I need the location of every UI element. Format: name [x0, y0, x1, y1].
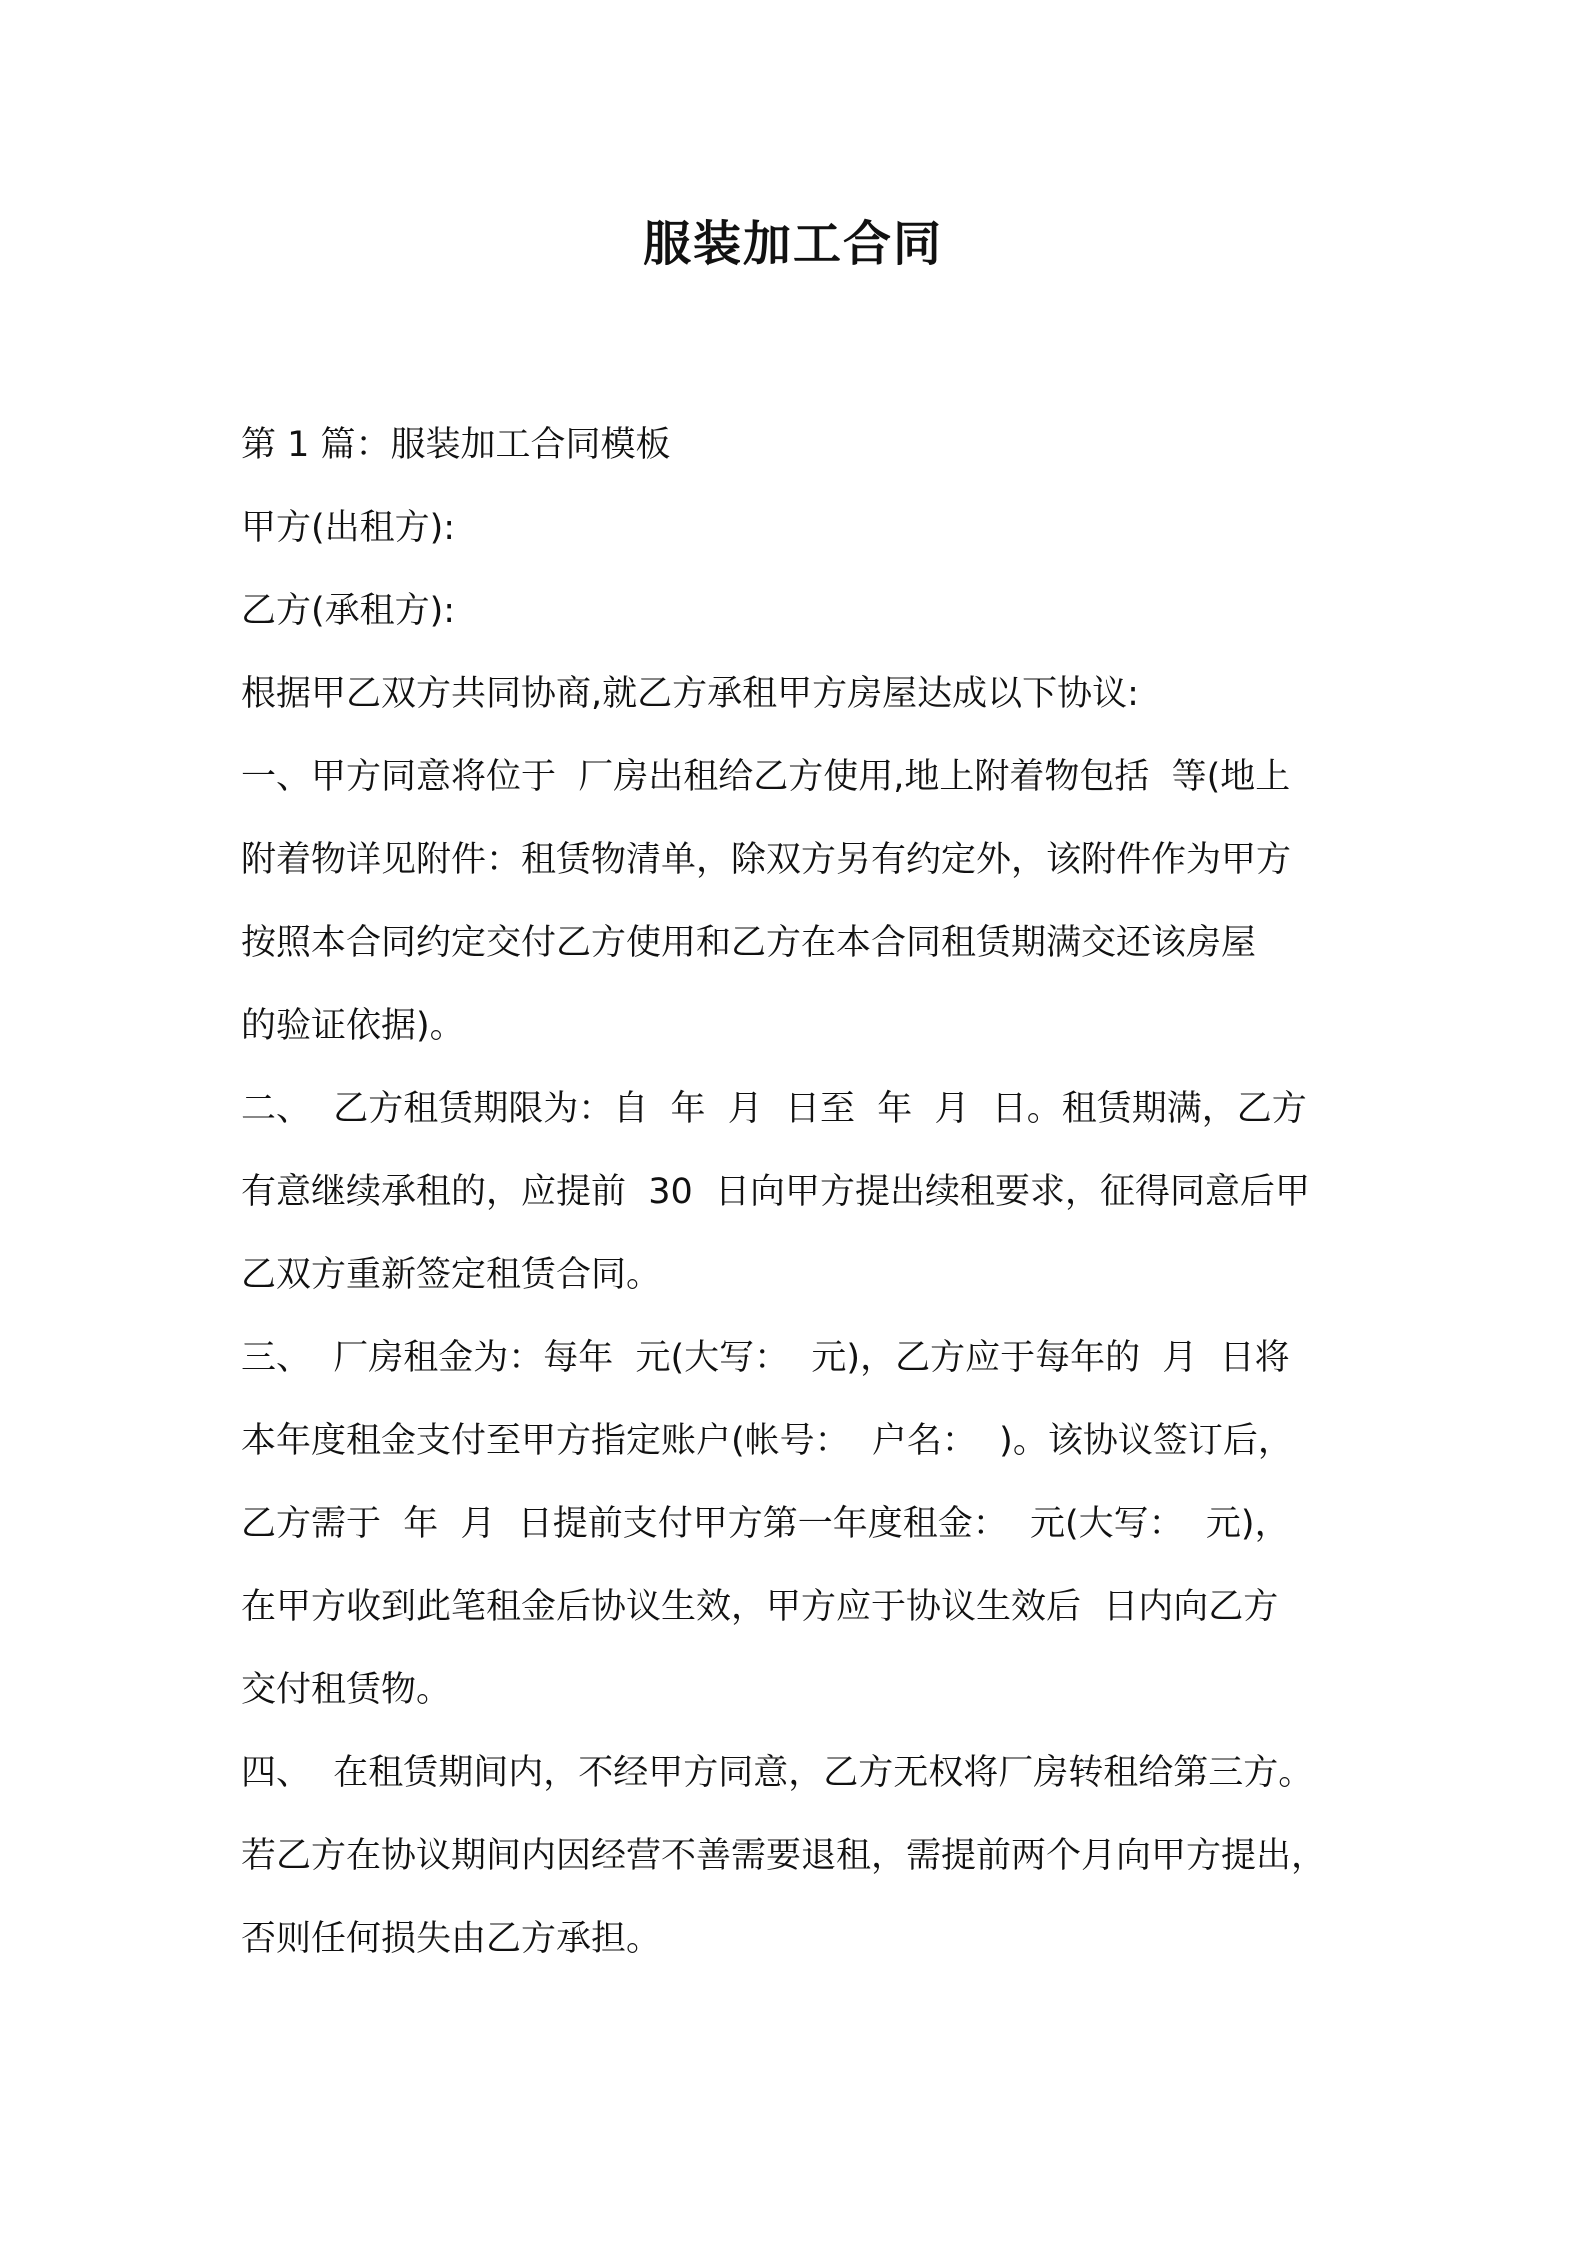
- clause-4-line: 四、 在租赁期间内，不经甲方同意，乙方无权将厂房转租给第三方。: [241, 1753, 1314, 1793]
- clause-2-line: 乙双方重新签定租赁合同。: [241, 1255, 662, 1295]
- clause-3-line: 交付租赁物。: [241, 1670, 452, 1710]
- section-heading: 第 1 篇：服装加工合同模板: [241, 425, 671, 465]
- clause-2-line: 有意继续承租的，应提前 30 日向甲方提出续租要求，征得同意后甲: [241, 1172, 1311, 1212]
- clause-1-line: 一、甲方同意将位于 厂房出租给乙方使用,地上附着物包括 等(地上: [241, 757, 1291, 797]
- clause-1-line: 附着物详见附件：租赁物清单，除双方另有约定外，该附件作为甲方: [241, 840, 1292, 880]
- document-title: 服装加工合同: [642, 216, 943, 272]
- clause-2-line: 二、 乙方租赁期限为：自 年 月 日至 年 月 日。租赁期满，乙方: [241, 1089, 1307, 1129]
- party-a-line: 甲方(出租方):: [241, 508, 456, 548]
- clause-1-line: 按照本合同约定交付乙方使用和乙方在本合同租赁期满交还该房屋: [241, 923, 1257, 963]
- clause-4-line: 否则任何损失由乙方承担。: [241, 1919, 662, 1959]
- clause-3-line: 三、 厂房租金为：每年 元(大写： 元)，乙方应于每年的 月 日将: [241, 1338, 1290, 1378]
- clause-3-line: 在甲方收到此笔租金后协议生效，甲方应于协议生效后 日内向乙方: [241, 1587, 1279, 1627]
- preamble-line: 根据甲乙双方共同协商,就乙方承租甲方房屋达成以下协议:: [241, 674, 1139, 714]
- document-body: [241, 404, 1391, 1981]
- party-b-line: 乙方(承租方):: [241, 591, 456, 631]
- clause-4-line: 若乙方在协议期间内因经营不善需要退租，需提前两个月向甲方提出，: [241, 1836, 1327, 1876]
- clause-1-line: 的验证依据)。: [241, 1006, 465, 1046]
- clause-3-line: 乙方需于 年 月 日提前支付甲方第一年度租金： 元(大写： 元)，: [241, 1504, 1290, 1544]
- clause-3-line: 本年度租金支付至甲方指定账户(帐号： 户名： )。该协议签订后，: [241, 1421, 1293, 1461]
